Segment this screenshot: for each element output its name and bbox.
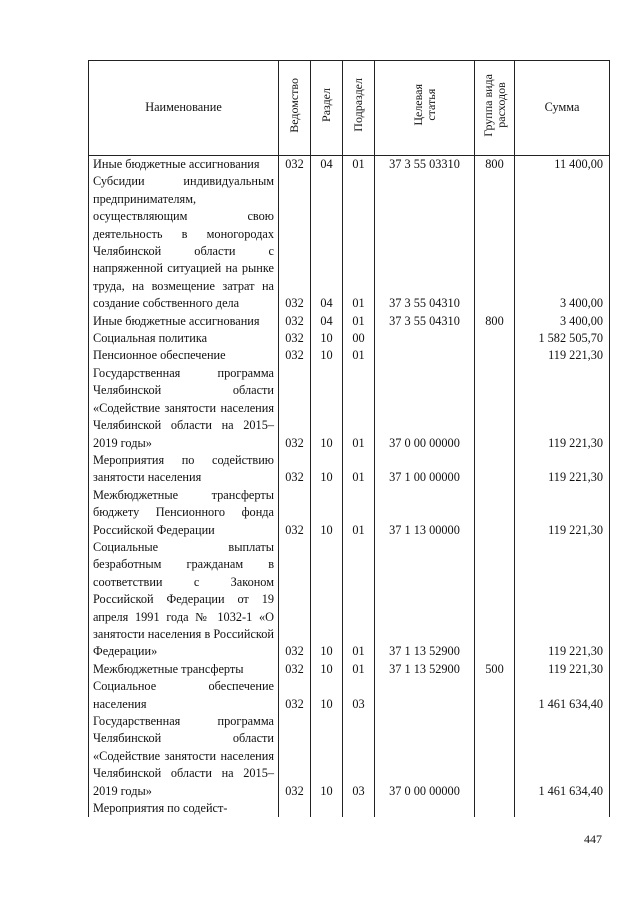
table-row — [89, 365, 610, 452]
cell-razdel: 04 — [311, 313, 343, 330]
cell-gruppa: 800 — [475, 313, 515, 330]
cell-summa: 11 400,00 — [515, 156, 610, 174]
cell-summa — [515, 800, 610, 817]
cell-podrazdel: 01 — [343, 365, 375, 452]
table-row — [89, 539, 610, 661]
cell-vedomstvo: 032 — [279, 487, 311, 539]
table-row — [89, 661, 610, 678]
header-summa: Сумма — [515, 61, 610, 156]
cell-razdel: 10 — [311, 678, 343, 713]
table-row — [89, 452, 610, 487]
cell-razdel: 10 — [311, 347, 343, 364]
table-row — [89, 156, 610, 174]
header-gruppa-vida-rashodov: Группа вида расходов — [475, 61, 515, 156]
cell-celevaya-statya — [375, 347, 475, 364]
cell-celevaya-statya: 37 0 00 00000 — [375, 365, 475, 452]
cell-podrazdel: 01 — [343, 539, 375, 661]
cell-vedomstvo: 032 — [279, 713, 311, 800]
cell-summa: 119 221,30 — [515, 452, 610, 487]
table-body — [89, 156, 610, 818]
cell-summa: 3 400,00 — [515, 173, 610, 312]
cell-celevaya-statya: 37 3 55 04310 — [375, 313, 475, 330]
cell-vedomstvo: 032 — [279, 313, 311, 330]
cell-razdel: 04 — [311, 173, 343, 312]
cell-gruppa: 800 — [475, 156, 515, 174]
cell-celevaya-statya: 37 3 55 04310 — [375, 173, 475, 312]
cell-gruppa — [475, 365, 515, 452]
cell-celevaya-statya: 37 1 13 52900 — [375, 539, 475, 661]
cell-podrazdel: 01 — [343, 173, 375, 312]
cell-razdel: 10 — [311, 452, 343, 487]
cell-celevaya-statya: 37 0 00 00000 — [375, 713, 475, 800]
cell-gruppa — [475, 487, 515, 539]
cell-razdel: 10 — [311, 539, 343, 661]
cell-name: Межбюджетные трансферты бюджету Пенсионного фонда Российской Федерации — [89, 487, 279, 539]
cell-summa: 119 221,30 — [515, 347, 610, 364]
cell-podrazdel: 01 — [343, 452, 375, 487]
cell-gruppa — [475, 347, 515, 364]
cell-celevaya-statya: 37 1 13 00000 — [375, 487, 475, 539]
cell-summa: 1 461 634,40 — [515, 713, 610, 800]
cell-razdel: 10 — [311, 661, 343, 678]
budget-table — [88, 60, 610, 817]
table-header-row — [89, 61, 610, 156]
cell-summa: 119 221,30 — [515, 487, 610, 539]
header-podrazdel: Подраздел — [343, 61, 375, 156]
cell-summa: 1 582 505,70 — [515, 330, 610, 347]
cell-podrazdel — [343, 800, 375, 817]
cell-razdel: 10 — [311, 365, 343, 452]
table-row — [89, 713, 610, 800]
cell-podrazdel: 01 — [343, 347, 375, 364]
cell-name: Социальные выплаты безработным гражданам в соответствии с Законом Российской Федерации от 19 апреля 1991 года № 1032-1 «О занятости населения в Российской Федерации» — [89, 539, 279, 661]
table-row — [89, 330, 610, 347]
cell-vedomstvo: 032 — [279, 156, 311, 174]
cell-vedomstvo: 032 — [279, 678, 311, 713]
header-celevaya-statya: Целевая статья — [375, 61, 475, 156]
cell-name: Субсидии индивидуальным предпринимателям, осуществляющим свою деятельность в моногородах Челябинской области с напряженной ситуацией на рынке труда, на возмещение затрат на создание собственного дела — [89, 173, 279, 312]
cell-name: Государственная программа Челябинской области «Содействие занятости населения Челябинской области на 2015–2019 годы» — [89, 365, 279, 452]
cell-gruppa: 500 — [475, 661, 515, 678]
cell-summa: 119 221,30 — [515, 661, 610, 678]
cell-gruppa — [475, 330, 515, 347]
cell-vedomstvo: 032 — [279, 452, 311, 487]
cell-razdel: 10 — [311, 330, 343, 347]
cell-name: Иные бюджетные ассигнования — [89, 313, 279, 330]
cell-celevaya-statya: 37 3 55 03310 — [375, 156, 475, 174]
cell-name: Мероприятия по содействию занятости населения — [89, 452, 279, 487]
cell-gruppa — [475, 678, 515, 713]
cell-gruppa — [475, 713, 515, 800]
cell-podrazdel: 01 — [343, 156, 375, 174]
table-row — [89, 678, 610, 713]
cell-podrazdel: 01 — [343, 661, 375, 678]
cell-name: Межбюджетные трансферты — [89, 661, 279, 678]
cell-name: Социальная политика — [89, 330, 279, 347]
cell-gruppa — [475, 539, 515, 661]
cell-razdel: 10 — [311, 487, 343, 539]
cell-podrazdel: 03 — [343, 678, 375, 713]
cell-summa: 119 221,30 — [515, 539, 610, 661]
cell-celevaya-statya — [375, 800, 475, 817]
cell-vedomstvo: 032 — [279, 330, 311, 347]
header-name: Наименование — [89, 61, 279, 156]
cell-celevaya-statya: 37 1 00 00000 — [375, 452, 475, 487]
table-row — [89, 313, 610, 330]
cell-summa: 1 461 634,40 — [515, 678, 610, 713]
cell-name: Социальное обеспечение населения — [89, 678, 279, 713]
page-number: 447 — [584, 832, 602, 846]
cell-summa: 3 400,00 — [515, 313, 610, 330]
cell-vedomstvo: 032 — [279, 365, 311, 452]
cell-razdel — [311, 800, 343, 817]
cell-name: Мероприятия по содейст- — [89, 800, 279, 817]
cell-vedomstvo: 032 — [279, 539, 311, 661]
cell-razdel: 04 — [311, 156, 343, 174]
cell-vedomstvo — [279, 800, 311, 817]
table-row — [89, 347, 610, 364]
cell-gruppa — [475, 452, 515, 487]
header-vedomstvo: Ведомство — [279, 61, 311, 156]
table-row — [89, 800, 610, 817]
cell-podrazdel: 01 — [343, 313, 375, 330]
cell-podrazdel: 00 — [343, 330, 375, 347]
cell-celevaya-statya — [375, 330, 475, 347]
cell-podrazdel: 01 — [343, 487, 375, 539]
cell-vedomstvo: 032 — [279, 173, 311, 312]
cell-vedomstvo: 032 — [279, 347, 311, 364]
cell-summa: 119 221,30 — [515, 365, 610, 452]
table-row — [89, 487, 610, 539]
cell-gruppa — [475, 173, 515, 312]
cell-name: Государственная программа Челябинской области «Содействие занятости населения Челябинской области на 2015–2019 годы» — [89, 713, 279, 800]
table-row — [89, 173, 610, 312]
cell-vedomstvo: 032 — [279, 661, 311, 678]
cell-podrazdel: 03 — [343, 713, 375, 800]
header-razdel: Раздел — [311, 61, 343, 156]
cell-celevaya-statya — [375, 678, 475, 713]
cell-name: Иные бюджетные ассигнования — [89, 156, 279, 174]
cell-celevaya-statya: 37 1 13 52900 — [375, 661, 475, 678]
cell-razdel: 10 — [311, 713, 343, 800]
cell-gruppa — [475, 800, 515, 817]
cell-name: Пенсионное обеспечение — [89, 347, 279, 364]
